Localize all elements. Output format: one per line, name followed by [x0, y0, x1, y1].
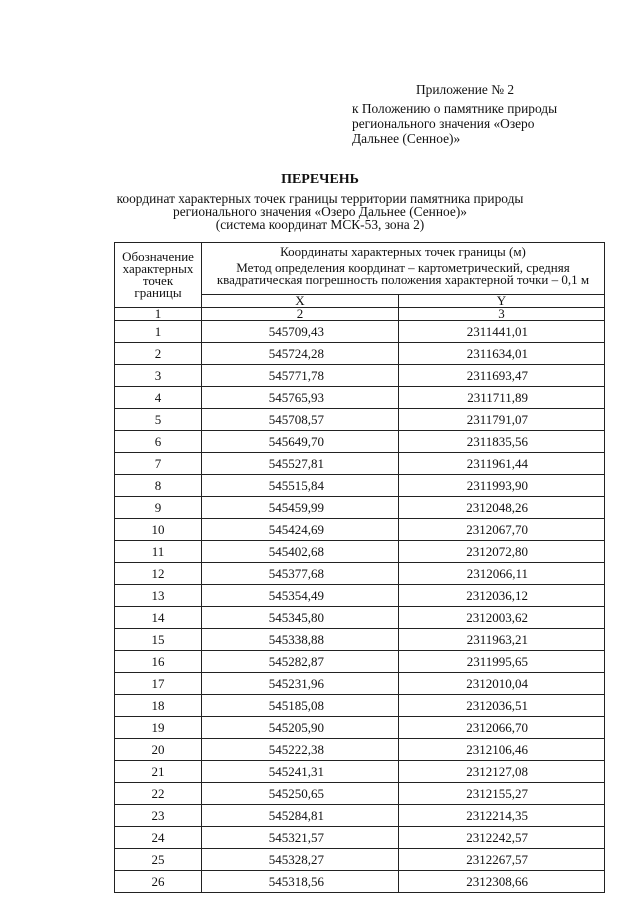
x-coordinate: 545231,96 [202, 673, 399, 695]
x-coordinate: 545328,27 [202, 849, 399, 871]
y-coordinate: 2311441,01 [399, 321, 605, 343]
x-coordinate: 545402,68 [202, 541, 399, 563]
point-number: 25 [115, 849, 202, 871]
document-subtitle [0, 192, 640, 231]
table-row [115, 629, 605, 651]
point-number: 12 [115, 563, 202, 585]
coordinates-table [114, 242, 605, 893]
point-number: 14 [115, 607, 202, 629]
point-number: 2 [115, 343, 202, 365]
point-number: 7 [115, 453, 202, 475]
x-coordinate: 545250,65 [202, 783, 399, 805]
y-coordinate: 2312106,46 [399, 739, 605, 761]
subtitle-line: регионального значения «Озеро Дальнее (Сенное)» [173, 204, 467, 219]
x-coordinate: 545338,88 [202, 629, 399, 651]
table-row [115, 673, 605, 695]
point-number: 24 [115, 827, 202, 849]
x-coordinate: 545345,80 [202, 607, 399, 629]
y-coordinate: 2312010,04 [399, 673, 605, 695]
x-coordinate: 545709,43 [202, 321, 399, 343]
y-coordinate: 2312127,08 [399, 761, 605, 783]
table-row [115, 387, 605, 409]
point-number: 1 [115, 321, 202, 343]
table-row [115, 717, 605, 739]
point-number: 6 [115, 431, 202, 453]
y-coordinate: 2311791,07 [399, 409, 605, 431]
table-row [115, 453, 605, 475]
point-number: 17 [115, 673, 202, 695]
point-number: 26 [115, 871, 202, 893]
table-row [115, 739, 605, 761]
x-coordinate: 545771,78 [202, 365, 399, 387]
subtitle-line: (система координат МСК-53, зона 2) [215, 217, 425, 232]
x-coordinate: 545241,31 [202, 761, 399, 783]
table-row [115, 871, 605, 893]
point-designation-header: Обозначение характерных точек границы [115, 243, 202, 308]
table-row [115, 563, 605, 585]
point-number: 21 [115, 761, 202, 783]
y-coordinate: 2312242,57 [399, 827, 605, 849]
point-number: 23 [115, 805, 202, 827]
point-number: 5 [115, 409, 202, 431]
y-coordinate: 2312214,35 [399, 805, 605, 827]
y-coordinate: 2312267,57 [399, 849, 605, 871]
point-number: 9 [115, 497, 202, 519]
x-coordinate: 545282,87 [202, 651, 399, 673]
x-coordinate: 545724,28 [202, 343, 399, 365]
x-coordinate: 545708,57 [202, 409, 399, 431]
y-coordinate: 2311693,47 [399, 365, 605, 387]
column-number: 1 [115, 308, 202, 321]
point-number: 20 [115, 739, 202, 761]
y-coordinate: 2312067,70 [399, 519, 605, 541]
y-coordinate: 2311711,89 [399, 387, 605, 409]
x-coordinate: 545185,08 [202, 695, 399, 717]
table-row [115, 409, 605, 431]
y-coordinate: 2312066,70 [399, 717, 605, 739]
x-coordinate: 545321,57 [202, 827, 399, 849]
y-coordinate: 2312155,27 [399, 783, 605, 805]
table-row [115, 849, 605, 871]
method-line: Метод определения координат – картометрический, средняя [236, 260, 570, 275]
subtitle-line: координат характерных точек границы территории памятника природы [116, 191, 524, 206]
appendix-line: регионального значения «Озеро [352, 116, 535, 131]
table-body [115, 321, 605, 893]
x-coordinate: 545354,49 [202, 585, 399, 607]
y-coordinate: 2312308,66 [399, 871, 605, 893]
y-coordinate: 2312072,80 [399, 541, 605, 563]
x-coordinate: 545205,90 [202, 717, 399, 739]
x-coordinate: 545649,70 [202, 431, 399, 453]
x-coordinate: 545318,56 [202, 871, 399, 893]
table-row [115, 827, 605, 849]
column-number: 3 [399, 308, 605, 321]
y-axis-header: Y [399, 295, 605, 308]
point-number: 13 [115, 585, 202, 607]
y-coordinate: 2311993,90 [399, 475, 605, 497]
appendix-block [352, 82, 622, 146]
table-row [115, 475, 605, 497]
appendix-title: Приложение № 2 [416, 82, 515, 97]
point-number: 10 [115, 519, 202, 541]
document-heading: ПЕРЕЧЕНЬ [281, 172, 359, 187]
table-row [115, 541, 605, 563]
y-coordinate: 2312048,26 [399, 497, 605, 519]
point-number: 22 [115, 783, 202, 805]
appendix-line: к Положению о памятнике природы [352, 101, 558, 116]
y-coordinate: 2312066,11 [399, 563, 605, 585]
x-coordinate: 545284,81 [202, 805, 399, 827]
x-coordinate: 545424,69 [202, 519, 399, 541]
table-row [115, 805, 605, 827]
table-row [115, 783, 605, 805]
table-row [115, 607, 605, 629]
table-row [115, 585, 605, 607]
table-row [115, 321, 605, 343]
y-coordinate: 2311634,01 [399, 343, 605, 365]
y-coordinate: 2311961,44 [399, 453, 605, 475]
method-line: квадратическая погрешность положения характерной точки – 0,1 м [216, 272, 590, 287]
point-number: 3 [115, 365, 202, 387]
y-coordinate: 2311963,21 [399, 629, 605, 651]
point-number: 8 [115, 475, 202, 497]
x-axis-header: X [202, 295, 399, 308]
column-number: 2 [202, 308, 399, 321]
x-coordinate: 545765,93 [202, 387, 399, 409]
point-number: 19 [115, 717, 202, 739]
x-coordinate: 545377,68 [202, 563, 399, 585]
table-row [115, 431, 605, 453]
x-coordinate: 545459,99 [202, 497, 399, 519]
x-coordinate: 545515,84 [202, 475, 399, 497]
table-row [115, 365, 605, 387]
coordinates-header-title: Координаты характерных точек границы (м) [280, 244, 526, 259]
y-coordinate: 2311995,65 [399, 651, 605, 673]
table-row [115, 343, 605, 365]
y-coordinate: 2312003,62 [399, 607, 605, 629]
point-number: 11 [115, 541, 202, 563]
y-coordinate: 2312036,51 [399, 695, 605, 717]
table-row [115, 519, 605, 541]
y-coordinate: 2312036,12 [399, 585, 605, 607]
y-coordinate: 2311835,56 [399, 431, 605, 453]
table-row [115, 761, 605, 783]
appendix-line: Дальнее (Сенное)» [352, 131, 461, 146]
coordinates-header [202, 243, 605, 295]
table-row [115, 695, 605, 717]
point-number: 4 [115, 387, 202, 409]
point-number: 18 [115, 695, 202, 717]
x-coordinate: 545222,38 [202, 739, 399, 761]
point-number: 16 [115, 651, 202, 673]
table-row [115, 497, 605, 519]
point-number: 15 [115, 629, 202, 651]
x-coordinate: 545527,81 [202, 453, 399, 475]
table-row [115, 651, 605, 673]
